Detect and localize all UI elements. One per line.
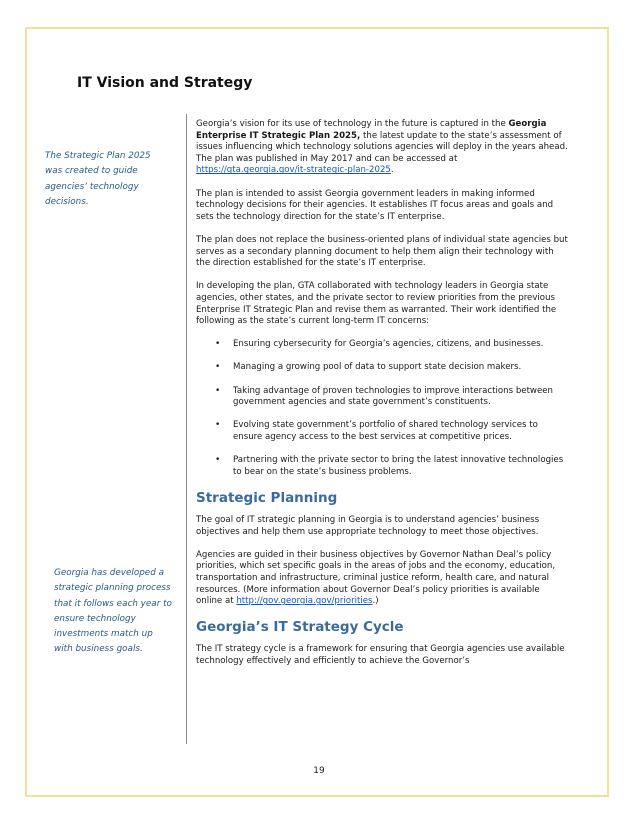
list-item-text: Ensuring cybersecurity for Georgia’s agencies, citizens, and businesses. — [233, 339, 544, 350]
paragraph-goal: The goal of IT strategic planning in Georgia is to understand agencies’ business objectives and help them use appropriate technology to meet those objectives. — [196, 515, 540, 537]
paragraph-priorities — [196, 550, 568, 608]
bullet-icon: • — [215, 385, 221, 396]
concerns-list — [196, 339, 568, 478]
list-item-text: Evolving state government’s portfolio of shared technology services to ensure agency access to the best services at competitive prices. — [233, 420, 538, 443]
subheading-strategy-cycle: Georgia’s IT Strategy Cycle — [196, 619, 404, 636]
sidebar-callout-strategic-plan: The Strategic Plan 2025 was created to guide agencies’ technology decisions. — [45, 151, 151, 207]
paragraph-collaboration: In developing the plan, GTA collaborated with technology leaders in Georgia state agencies, other states, and the private sector to review priorities from the previous Enterprise IT Strategic Plan and revise them as warranted. Their work identified the following as the state’s current long-term IT concerns: — [196, 281, 557, 327]
list-item-text: Partnering with the private sector to bring the latest innovative technologies to bear on the state’s business problems. — [233, 455, 564, 477]
paragraph-text: the latest update to the state’s assessment of issues influencing which technology solutions agencies will deploy in the years ahead. The plan was published in May 2017 and can be accessed at — [196, 130, 568, 164]
page-number: 19 — [313, 766, 325, 776]
bullet-icon: • — [215, 362, 221, 373]
paragraph-text: . — [390, 165, 394, 176]
list-item-text: Managing a growing pool of data to support state decision makers. — [233, 362, 522, 373]
plan-title: Georgia Enterprise IT Strategic Plan 2025, — [196, 119, 547, 141]
paragraph-text: Agencies are guided in their business objectives by Governor Nathan Deal’s policy priorities, which set specific goals in the areas of jobs and the economy, education, transportation and infrastructure, criminal justice reform, health care, and natural resources. (More information about Governor Deal’s policy priorities is available online at — [196, 549, 556, 607]
paragraph-vision — [196, 119, 568, 177]
section-heading: IT Vision and Strategy — [77, 75, 253, 91]
list-item — [196, 420, 568, 443]
paragraph-purpose: The plan is intended to assist Georgia government leaders in making informed technology decisions for their agencies. It establishes IT focus areas and goals and sets the technology direction for the state’s IT enterprise. — [196, 188, 554, 222]
bullet-icon: • — [215, 339, 221, 350]
subheading-strategic-planning: Strategic Planning — [196, 490, 338, 506]
list-item — [196, 386, 568, 409]
strategic-plan-link[interactable]: https://gta.georgia.gov/it-strategic-plan-2025 — [196, 165, 391, 176]
bullet-icon: • — [215, 455, 221, 466]
paragraph-text: .) — [372, 596, 379, 607]
sidebar-callout-planning-process: Georgia has developed a strategic planning process that it follows each year to ensure technology investments match up with business goals. — [54, 568, 172, 655]
paragraph-text: Georgia’s vision for its use of technology in the future is captured in the — [196, 119, 509, 129]
column-divider — [186, 114, 187, 744]
paragraph-scope: The plan does not replace the business-oriented plans of individual state agencies but serves as a secondary planning document to help them align their technology with the direction established for the state’s IT enterprise. — [196, 234, 568, 269]
bullet-icon: • — [215, 420, 221, 431]
main-column — [196, 119, 568, 679]
list-item — [196, 339, 568, 351]
list-item — [196, 362, 568, 374]
list-item — [196, 455, 568, 478]
priorities-link[interactable]: http://gov.georgia.gov/priorities — [236, 596, 373, 607]
list-item-text: Taking advantage of proven technologies to improve interactions between government agencies and state government’s constituents. — [233, 385, 553, 408]
paragraph-cycle: The IT strategy cycle is a framework for ensuring that Georgia agencies use available technology effectively and efficiently to achieve the Governor’s — [196, 644, 565, 666]
